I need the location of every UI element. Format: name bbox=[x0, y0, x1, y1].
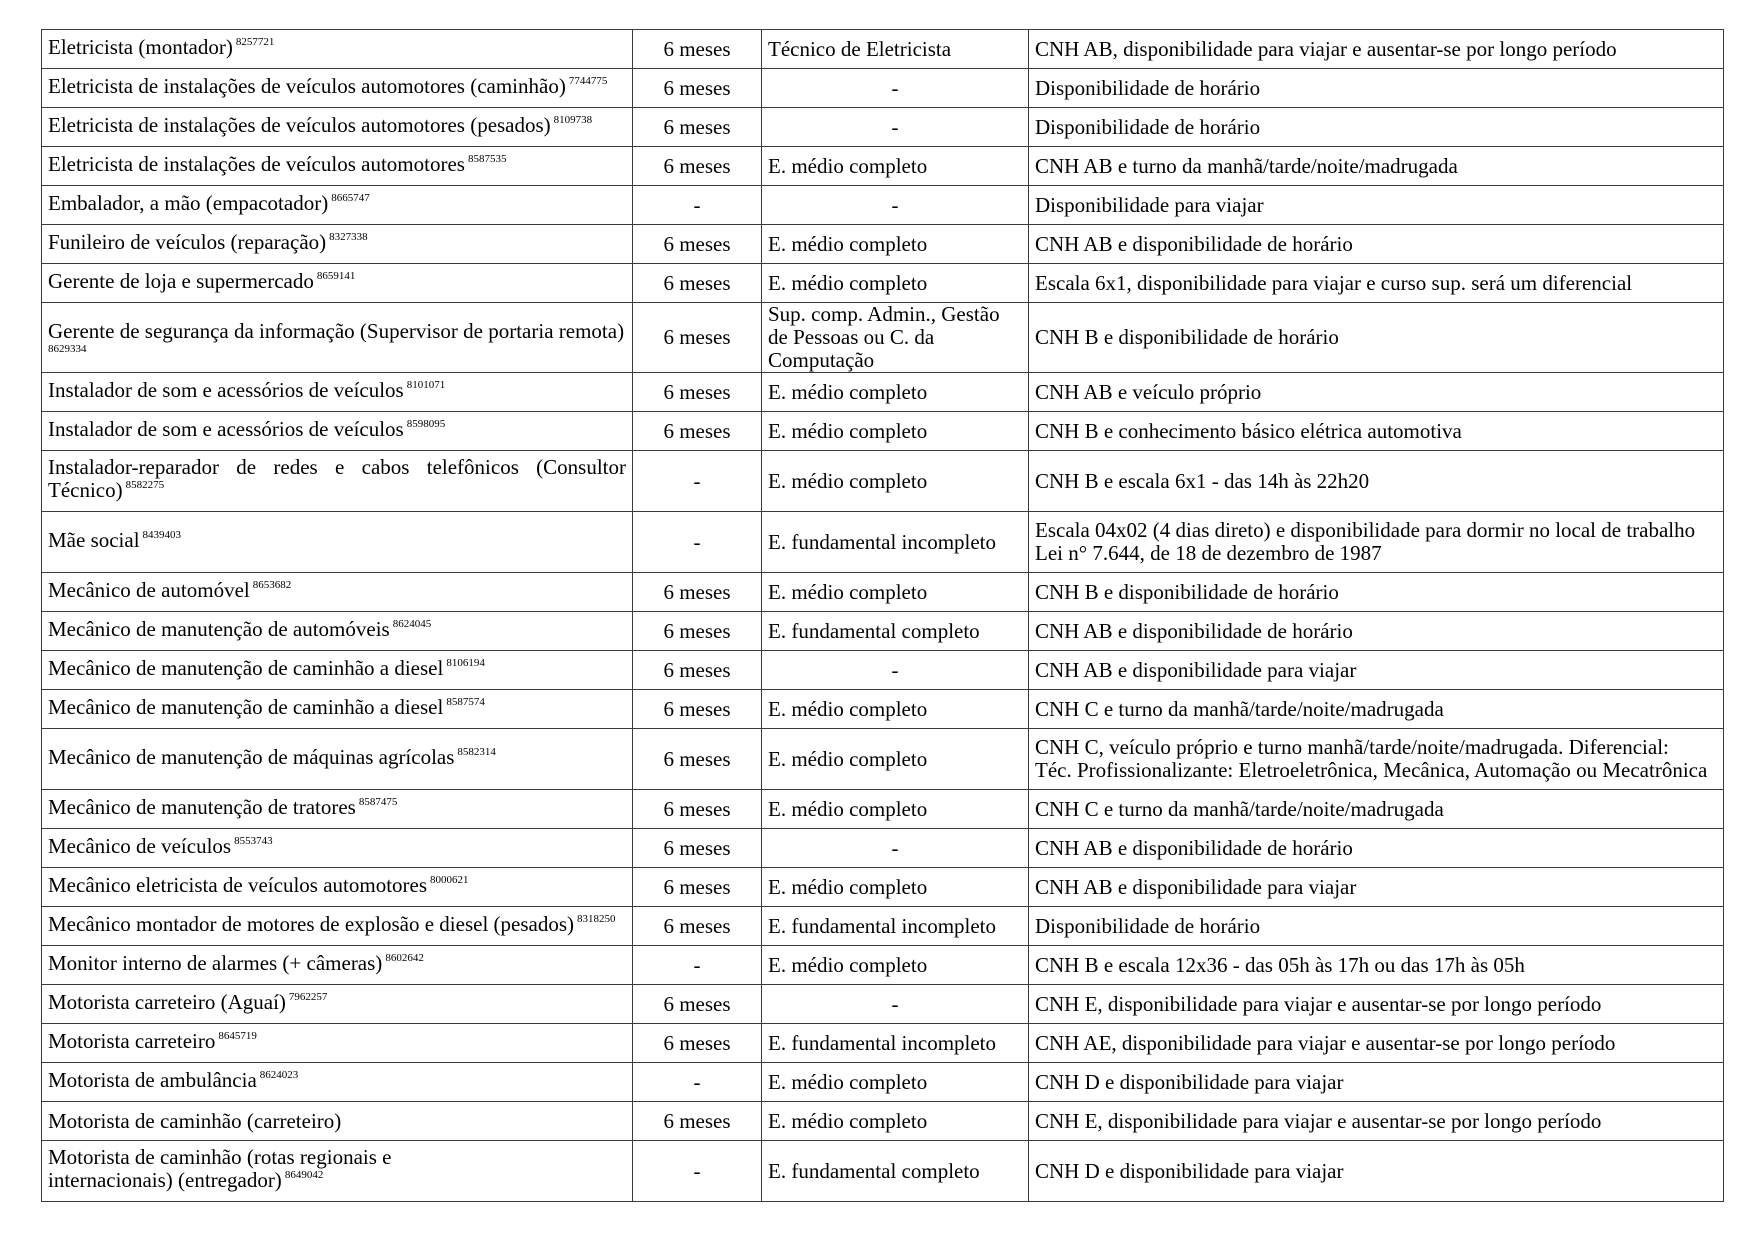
job-title: Motorista de ambulância bbox=[48, 1067, 257, 1092]
job-code: 8629334 bbox=[48, 343, 87, 355]
job-code: 8598095 bbox=[406, 417, 446, 430]
education-cell: E. médio completo bbox=[762, 868, 1029, 907]
job-title: Eletricista de instalações de veículos automotores (caminhão) bbox=[48, 73, 566, 98]
requirements-cell bbox=[1029, 946, 1724, 985]
job-title: Mecânico montador de motores de explosão e diesel (pesados) bbox=[48, 911, 574, 936]
table-row bbox=[42, 612, 1724, 651]
education-cell: E. fundamental completo bbox=[762, 1141, 1029, 1202]
job-code: 8553743 bbox=[234, 834, 273, 847]
job-title: Mecânico de manutenção de máquinas agrícolas bbox=[48, 744, 455, 769]
job-code: 7962257 bbox=[288, 990, 328, 1003]
job-title-cell bbox=[42, 1141, 633, 1202]
job-title: Mecânico de manutenção de caminhão a diesel bbox=[48, 694, 444, 719]
education-cell: E. fundamental completo bbox=[762, 612, 1029, 651]
job-code: 8106194 bbox=[446, 656, 485, 669]
table-row bbox=[42, 690, 1724, 729]
requirement-line: CNH E, disponibilidade para viajar e ausentar-se por longo período bbox=[1035, 1108, 1602, 1133]
table-row bbox=[42, 946, 1724, 985]
education-cell: E. médio completo bbox=[762, 373, 1029, 412]
experience-cell: 6 meses bbox=[633, 264, 762, 303]
table-row bbox=[42, 512, 1724, 573]
education-cell: E. médio completo bbox=[762, 412, 1029, 451]
requirements-cell bbox=[1029, 108, 1724, 147]
requirement-line: CNH B e escala 12x36 - das 05h às 17h ou das 17h às 05h bbox=[1035, 952, 1525, 977]
experience-cell: 6 meses bbox=[633, 69, 762, 108]
table-row bbox=[42, 225, 1724, 264]
requirement-line: CNH AB e disponibilidade para viajar bbox=[1035, 874, 1357, 899]
job-title: Motorista de caminhão (carreteiro) bbox=[48, 1108, 342, 1133]
requirement-line: Disponibilidade de horário bbox=[1035, 75, 1261, 100]
experience-cell: 6 meses bbox=[633, 985, 762, 1024]
job-title: Gerente de loja e supermercado bbox=[48, 268, 314, 293]
education-cell: E. fundamental incompleto bbox=[762, 907, 1029, 946]
education-cell: - bbox=[762, 108, 1029, 147]
experience-cell: 6 meses bbox=[633, 30, 762, 69]
experience-cell: 6 meses bbox=[633, 868, 762, 907]
job-title: Mecânico de manutenção de automóveis bbox=[48, 616, 390, 641]
requirements-cell bbox=[1029, 907, 1724, 946]
requirements-cell bbox=[1029, 512, 1724, 573]
job-title-cell bbox=[42, 985, 633, 1024]
job-code: 8439403 bbox=[142, 528, 182, 541]
job-title-cell bbox=[42, 1063, 633, 1102]
requirements-cell bbox=[1029, 868, 1724, 907]
job-openings-table bbox=[41, 29, 1724, 1202]
job-code: 8659141 bbox=[316, 269, 356, 282]
requirement-line: CNH C e turno da manhã/tarde/noite/madrugada bbox=[1035, 796, 1444, 821]
education-cell: E. médio completo bbox=[762, 451, 1029, 512]
education-cell: E. médio completo bbox=[762, 147, 1029, 186]
education-cell: - bbox=[762, 186, 1029, 225]
education-cell: E. médio completo bbox=[762, 946, 1029, 985]
job-title: Gerente de segurança da informação (Supervisor de portaria remota) bbox=[48, 319, 625, 343]
job-code: 8587574 bbox=[446, 695, 485, 708]
job-title: Mecânico de automóvel bbox=[48, 577, 250, 602]
table-row bbox=[42, 829, 1724, 868]
requirements-cell bbox=[1029, 573, 1724, 612]
experience-cell: 6 meses bbox=[633, 373, 762, 412]
requirement-line: CNH AB e disponibilidade de horário bbox=[1035, 231, 1353, 256]
job-title-cell bbox=[42, 868, 633, 907]
requirements-cell bbox=[1029, 985, 1724, 1024]
requirements-cell bbox=[1029, 651, 1724, 690]
job-title-cell bbox=[42, 186, 633, 225]
requirements-cell bbox=[1029, 690, 1724, 729]
table-row bbox=[42, 868, 1724, 907]
table-row bbox=[42, 1063, 1724, 1102]
job-title-cell bbox=[42, 108, 633, 147]
table-row bbox=[42, 1024, 1724, 1063]
job-title: Instalador de som e acessórios de veículos bbox=[48, 377, 404, 402]
education-cell: E. médio completo bbox=[762, 225, 1029, 264]
job-title: Monitor interno de alarmes (+ câmeras) bbox=[48, 950, 383, 975]
requirement-line: CNH AB e disponibilidade de horário bbox=[1035, 835, 1353, 860]
job-title-cell bbox=[42, 946, 633, 985]
job-title-cell bbox=[42, 1102, 633, 1141]
job-code: 8665747 bbox=[331, 191, 370, 204]
table-row bbox=[42, 1102, 1724, 1141]
education-cell: E. fundamental incompleto bbox=[762, 512, 1029, 573]
requirements-cell bbox=[1029, 373, 1724, 412]
experience-cell: 6 meses bbox=[633, 303, 762, 373]
job-title: Motorista de caminhão (rotas regionais e internacionais) (entregador) bbox=[48, 1145, 392, 1192]
job-title: Mecânico eletricista de veículos automotores bbox=[48, 872, 428, 897]
job-code: 8582314 bbox=[457, 745, 496, 758]
experience-cell: 6 meses bbox=[633, 690, 762, 729]
education-cell: E. médio completo bbox=[762, 573, 1029, 612]
table-row bbox=[42, 1141, 1724, 1202]
table-row bbox=[42, 985, 1724, 1024]
table-row bbox=[42, 373, 1724, 412]
requirements-cell bbox=[1029, 69, 1724, 108]
job-title-cell bbox=[42, 69, 633, 108]
job-title-cell bbox=[42, 303, 633, 373]
table-row bbox=[42, 147, 1724, 186]
requirements-cell bbox=[1029, 612, 1724, 651]
table-row bbox=[42, 451, 1724, 512]
job-title: Motorista carreteiro (Aguaí) bbox=[48, 989, 286, 1014]
job-code: 8649042 bbox=[284, 1169, 324, 1181]
job-title: Mecânico de veículos bbox=[48, 833, 232, 858]
job-code: 8109738 bbox=[553, 113, 593, 126]
requirements-cell bbox=[1029, 264, 1724, 303]
requirements-cell bbox=[1029, 1141, 1724, 1202]
requirement-line: CNH AB e turno da manhã/tarde/noite/madrugada bbox=[1035, 153, 1458, 178]
requirement-line: Lei n° 7.644, de 18 de dezembro de 1987 bbox=[1035, 541, 1382, 565]
requirements-cell bbox=[1029, 1102, 1724, 1141]
requirements-cell bbox=[1029, 147, 1724, 186]
requirements-cell bbox=[1029, 303, 1724, 373]
education-cell: E. médio completo bbox=[762, 1063, 1029, 1102]
table-row bbox=[42, 186, 1724, 225]
job-title: Embalador, a mão (empacotador) bbox=[48, 190, 329, 215]
education-cell: - bbox=[762, 69, 1029, 108]
job-title-cell bbox=[42, 907, 633, 946]
experience-cell: 6 meses bbox=[633, 790, 762, 829]
table-row bbox=[42, 729, 1724, 790]
education-cell: E. médio completo bbox=[762, 729, 1029, 790]
job-title: Instalador-reparador de redes e cabos telefônicos (Consultor Técnico) bbox=[48, 455, 626, 502]
job-code: 7744775 bbox=[568, 74, 608, 87]
experience-cell: 6 meses bbox=[633, 829, 762, 868]
job-title-cell bbox=[42, 690, 633, 729]
requirement-line: Disponibilidade de horário bbox=[1035, 114, 1261, 139]
requirements-cell bbox=[1029, 225, 1724, 264]
requirement-line: CNH B e disponibilidade de horário bbox=[1035, 579, 1339, 604]
experience-cell: 6 meses bbox=[633, 907, 762, 946]
job-title-cell bbox=[42, 1024, 633, 1063]
experience-cell: - bbox=[633, 186, 762, 225]
job-code: 8587535 bbox=[467, 152, 507, 165]
requirements-cell bbox=[1029, 790, 1724, 829]
job-code: 8318250 bbox=[577, 912, 616, 925]
requirement-line: CNH D e disponibilidade para viajar bbox=[1035, 1158, 1344, 1183]
experience-cell: 6 meses bbox=[633, 412, 762, 451]
experience-cell: 6 meses bbox=[633, 612, 762, 651]
experience-cell: - bbox=[633, 946, 762, 985]
experience-cell: - bbox=[633, 1141, 762, 1202]
job-title-cell bbox=[42, 790, 633, 829]
requirement-line: CNH B e conhecimento básico elétrica automotiva bbox=[1035, 418, 1462, 443]
requirement-line: CNH B e disponibilidade de horário bbox=[1035, 325, 1339, 349]
job-title-cell bbox=[42, 612, 633, 651]
requirements-cell bbox=[1029, 1063, 1724, 1102]
table-row bbox=[42, 651, 1724, 690]
job-title: Motorista carreteiro bbox=[48, 1028, 216, 1053]
job-code: 8624045 bbox=[392, 617, 432, 630]
education-cell: E. médio completo bbox=[762, 264, 1029, 303]
education-cell: Sup. comp. Admin., Gestão de Pessoas ou C. da Computação bbox=[762, 303, 1029, 373]
requirement-line: CNH AB e disponibilidade de horário bbox=[1035, 618, 1353, 643]
experience-cell: - bbox=[633, 1063, 762, 1102]
requirements-cell bbox=[1029, 30, 1724, 69]
table-row bbox=[42, 264, 1724, 303]
job-title-cell bbox=[42, 829, 633, 868]
education-cell: - bbox=[762, 985, 1029, 1024]
education-cell: E. médio completo bbox=[762, 690, 1029, 729]
job-title-cell bbox=[42, 30, 633, 69]
requirement-line: CNH D e disponibilidade para viajar bbox=[1035, 1069, 1344, 1094]
experience-cell: 6 meses bbox=[633, 573, 762, 612]
table-row bbox=[42, 907, 1724, 946]
experience-cell: 6 meses bbox=[633, 225, 762, 264]
table-row bbox=[42, 573, 1724, 612]
experience-cell: 6 meses bbox=[633, 1102, 762, 1141]
experience-cell: 6 meses bbox=[633, 108, 762, 147]
job-code: 8000621 bbox=[430, 873, 469, 886]
requirement-line: Escala 6x1, disponibilidade para viajar e curso sup. será um diferencial bbox=[1035, 270, 1633, 295]
job-title-cell bbox=[42, 729, 633, 790]
experience-cell: 6 meses bbox=[633, 729, 762, 790]
experience-cell: 6 meses bbox=[633, 147, 762, 186]
experience-cell: - bbox=[633, 451, 762, 512]
requirement-line: Disponibilidade de horário bbox=[1035, 913, 1261, 938]
job-code: 8327338 bbox=[329, 230, 368, 243]
requirement-line: Disponibilidade para viajar bbox=[1035, 192, 1264, 217]
job-title: Mecânico de manutenção de tratores bbox=[48, 794, 356, 819]
job-title: Funileiro de veículos (reparação) bbox=[48, 229, 327, 254]
education-cell: Técnico de Eletricista bbox=[762, 30, 1029, 69]
requirement-line: Téc. Profissionalizante: Eletroeletrônica, Mecânica, Automação ou Mecatrônica bbox=[1035, 758, 1708, 782]
requirement-line: CNH AB e veículo próprio bbox=[1035, 379, 1262, 404]
requirement-line: CNH C e turno da manhã/tarde/noite/madrugada bbox=[1035, 696, 1444, 721]
job-title: Eletricista de instalações de veículos automotores (pesados) bbox=[48, 112, 551, 137]
job-code: 8101071 bbox=[406, 378, 446, 391]
table-row bbox=[42, 790, 1724, 829]
table-row bbox=[42, 412, 1724, 451]
job-title-cell bbox=[42, 147, 633, 186]
education-cell: - bbox=[762, 651, 1029, 690]
job-code: 8653682 bbox=[252, 578, 292, 591]
job-title-cell bbox=[42, 451, 633, 512]
requirement-line: CNH AE, disponibilidade para viajar e ausentar-se por longo período bbox=[1035, 1030, 1616, 1055]
education-cell: E. médio completo bbox=[762, 1102, 1029, 1141]
requirement-line: CNH AB e disponibilidade para viajar bbox=[1035, 657, 1357, 682]
table-row bbox=[42, 69, 1724, 108]
requirements-cell bbox=[1029, 412, 1724, 451]
table-body bbox=[42, 30, 1724, 1202]
job-title-cell bbox=[42, 373, 633, 412]
requirements-cell bbox=[1029, 186, 1724, 225]
education-cell: - bbox=[762, 829, 1029, 868]
job-title: Instalador de som e acessórios de veículos bbox=[48, 416, 404, 441]
job-title-cell bbox=[42, 264, 633, 303]
job-title-cell bbox=[42, 573, 633, 612]
experience-cell: 6 meses bbox=[633, 651, 762, 690]
education-cell: E. fundamental incompleto bbox=[762, 1024, 1029, 1063]
experience-cell: - bbox=[633, 512, 762, 573]
table-row bbox=[42, 30, 1724, 69]
job-code: 8587475 bbox=[358, 795, 398, 808]
job-code: 8624023 bbox=[259, 1068, 299, 1081]
requirements-cell bbox=[1029, 1024, 1724, 1063]
experience-cell: 6 meses bbox=[633, 1024, 762, 1063]
requirement-line: CNH C, veículo próprio e turno manhã/tarde/noite/madrugada. Diferencial: bbox=[1035, 735, 1669, 759]
job-title: Eletricista (montador) bbox=[48, 34, 233, 59]
job-code: 8257721 bbox=[235, 35, 275, 48]
requirement-line: CNH AB, disponibilidade para viajar e ausentar-se por longo período bbox=[1035, 36, 1617, 61]
job-title-cell bbox=[42, 651, 633, 690]
requirements-cell bbox=[1029, 451, 1724, 512]
requirement-line: CNH E, disponibilidade para viajar e ausentar-se por longo período bbox=[1035, 991, 1602, 1016]
table-row bbox=[42, 108, 1724, 147]
job-title: Eletricista de instalações de veículos automotores bbox=[48, 151, 465, 176]
job-title: Mãe social bbox=[48, 527, 140, 552]
job-code: 8582275 bbox=[125, 479, 165, 491]
requirement-line: CNH B e escala 6x1 - das 14h às 22h20 bbox=[1035, 468, 1370, 493]
job-title-cell bbox=[42, 225, 633, 264]
table-row bbox=[42, 303, 1724, 373]
job-code: 8645719 bbox=[218, 1029, 257, 1042]
requirement-line: Escala 04x02 (4 dias direto) e disponibilidade para dormir no local de trabalho bbox=[1035, 518, 1696, 542]
requirements-cell bbox=[1029, 829, 1724, 868]
job-title-cell bbox=[42, 512, 633, 573]
job-title: Mecânico de manutenção de caminhão a diesel bbox=[48, 655, 444, 680]
education-cell: E. médio completo bbox=[762, 790, 1029, 829]
job-title-cell bbox=[42, 412, 633, 451]
requirements-cell bbox=[1029, 729, 1724, 790]
job-code: 8602642 bbox=[385, 951, 424, 964]
